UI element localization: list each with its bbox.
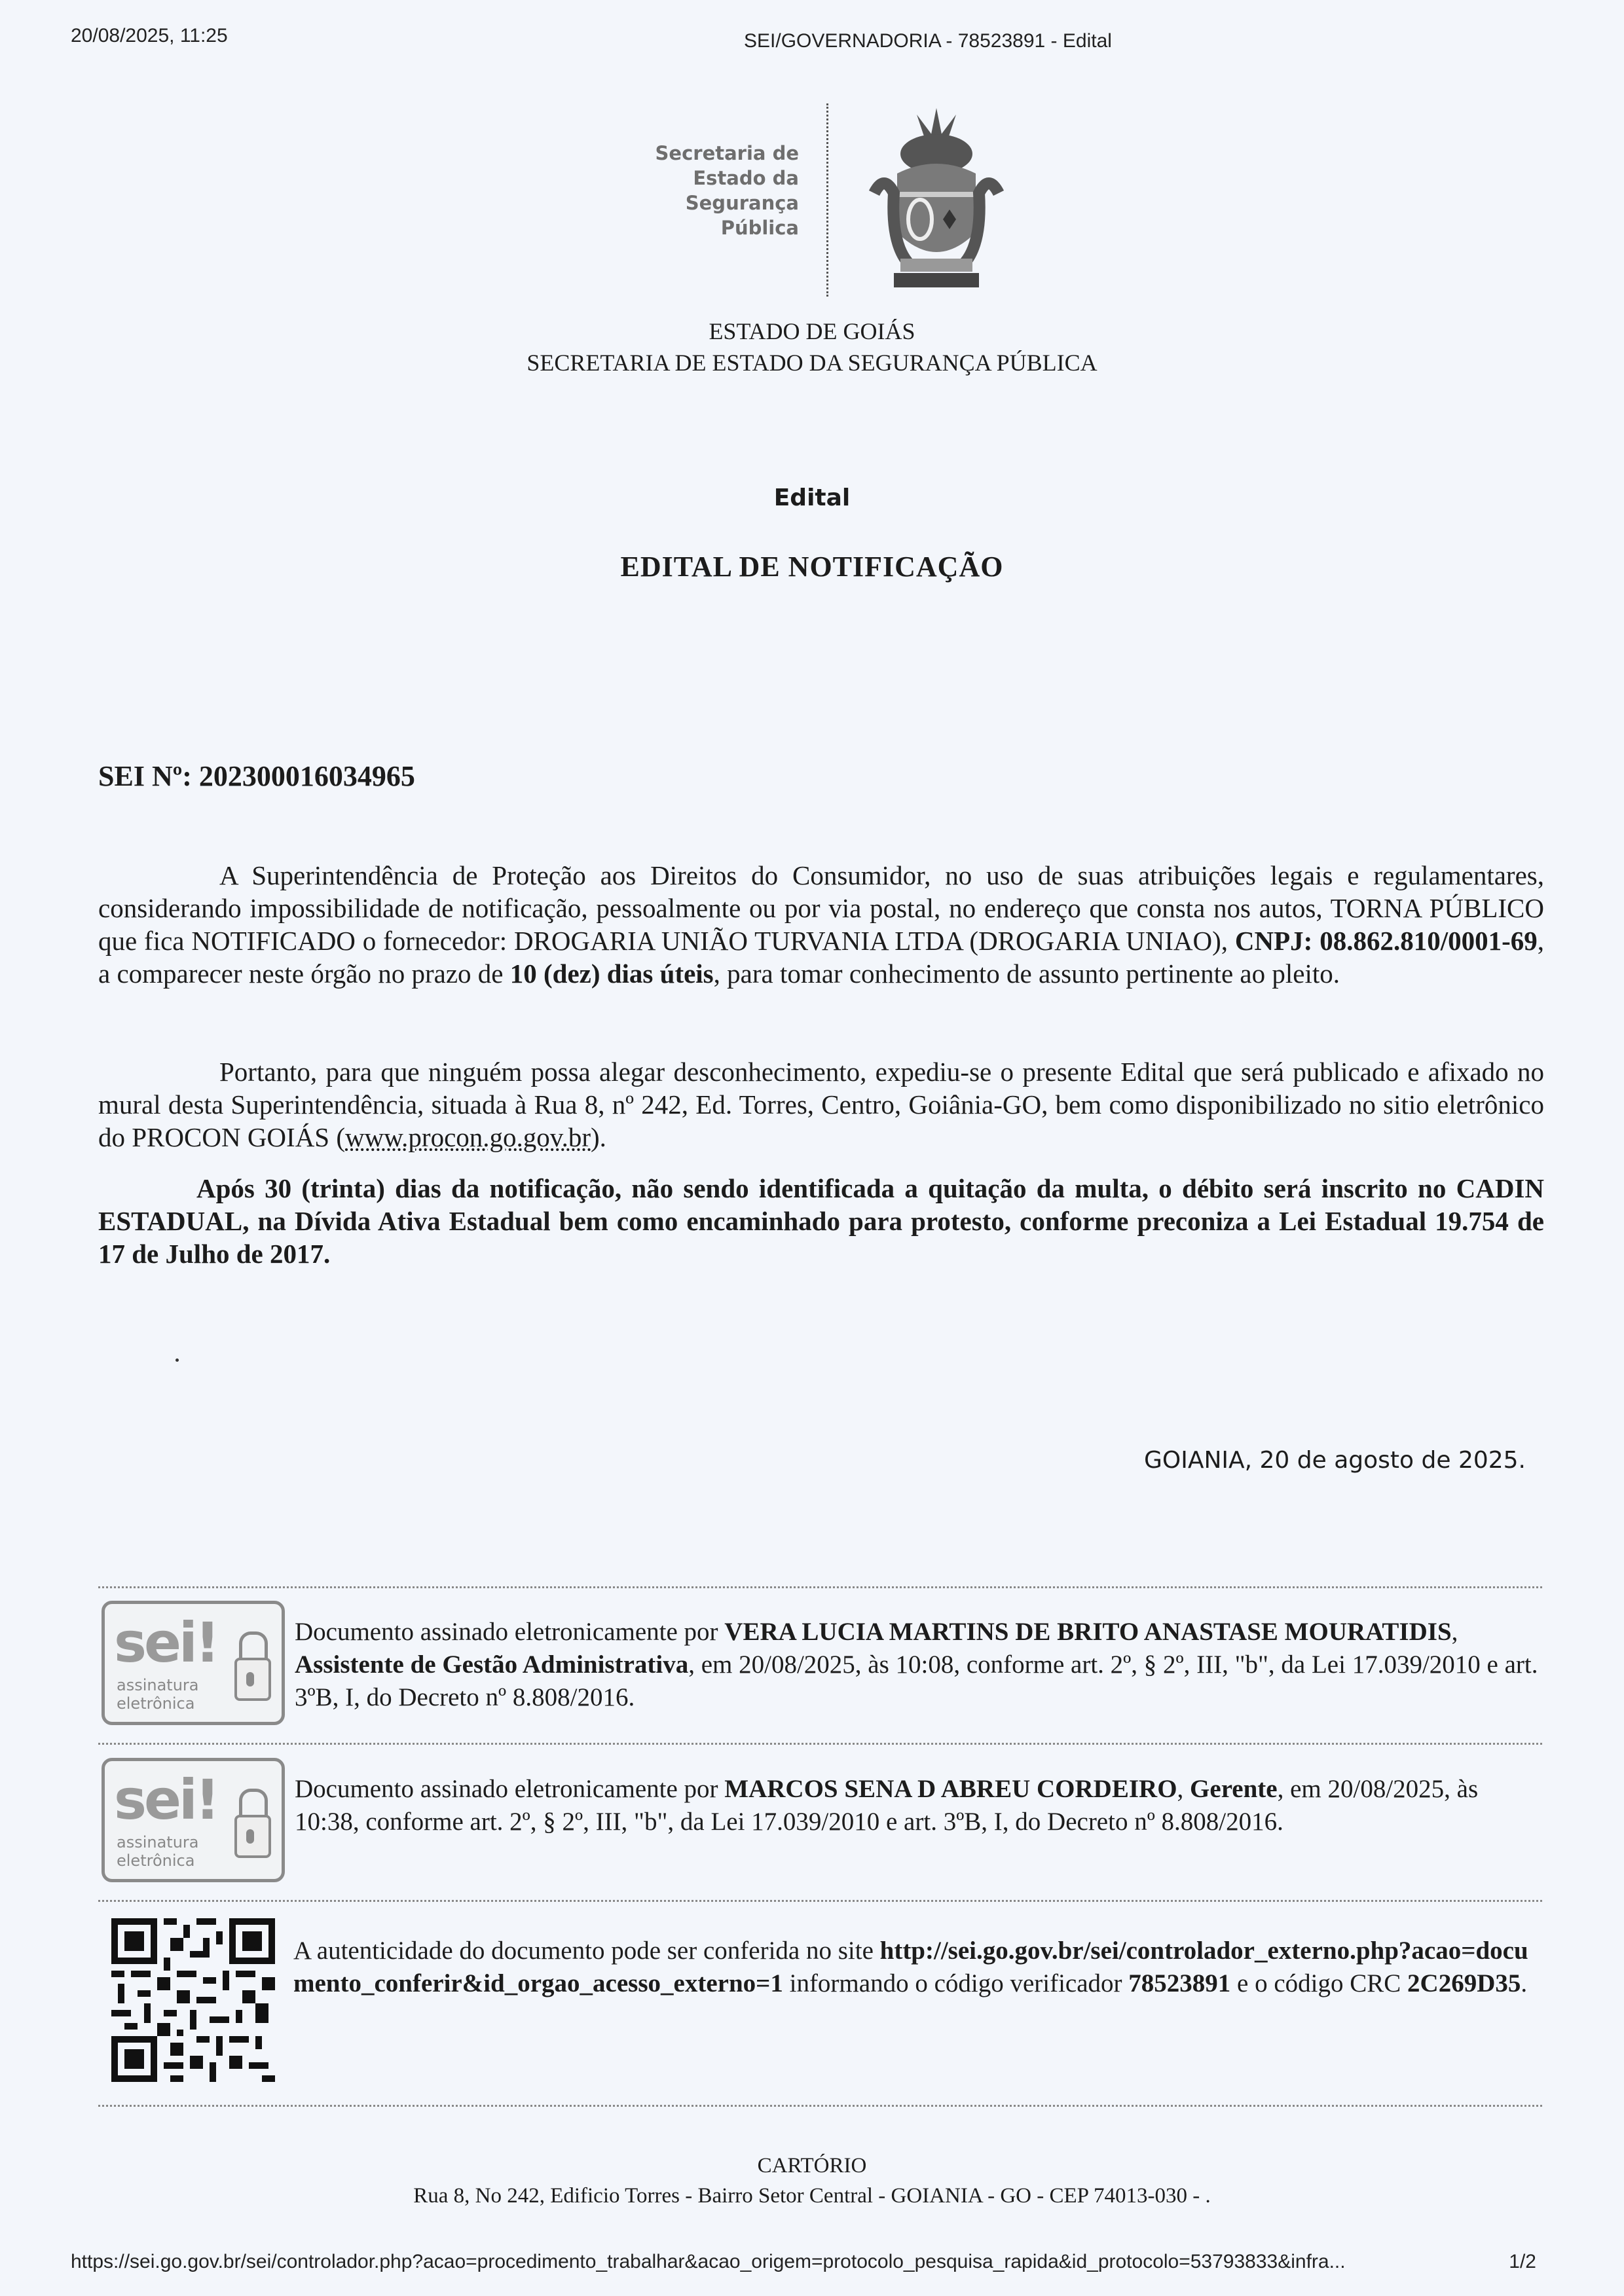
sei-logo: sei! xyxy=(114,1768,218,1832)
cnpj: CNPJ: 08.862.810/0001-69 xyxy=(1234,926,1538,956)
secretariat-logo-text xyxy=(602,141,799,240)
office-address: Rua 8, No 242, Edificio Torres - Bairro Setor Central - GOIANIA - GO - CEP 74013-030 - . xyxy=(413,2184,1211,2208)
deadline: 10 (dez) dias úteis xyxy=(509,958,714,989)
stray-dot xyxy=(175,1358,179,1362)
sig-sep: , xyxy=(1451,1618,1458,1646)
logo-line: Secretaria de xyxy=(655,142,799,164)
sig-sep: , xyxy=(1177,1775,1190,1803)
signature-text xyxy=(295,1773,1542,1838)
p2-text: Portanto, para que ninguém possa alegar desconhecimento, expediu-se o presente Edital que será publicado e afixado no mural desta Superintendência, situada à Rua 8, nº 242, Ed. Torres, Centro, Goiânia-GO, bem como disponibilizado no sitio eletrônico do PROCON GOIÁS ( xyxy=(98,1057,1544,1152)
paragraph-publication xyxy=(98,1055,1544,1154)
p1-text: , a comparecer neste órgão no prazo de xyxy=(98,926,1544,989)
sei-process-number: SEI Nº: 202300016034965 xyxy=(98,760,415,792)
divider xyxy=(98,1743,1542,1745)
logo-line: Pública xyxy=(720,217,799,239)
print-title: SEI/GOVERNADORIA - 78523891 - Edital xyxy=(744,30,1112,52)
logo-line: Segurança xyxy=(685,192,799,214)
place-date: GOIANIA, 20 de agosto de 2025. xyxy=(1143,1447,1526,1474)
logo-line: Estado da xyxy=(693,167,799,189)
lock-keyhole xyxy=(246,1672,254,1686)
print-url: https://sei.go.gov.br/sei/controlador.php?acao=procedimento_trabalhar&acao_origem=protocolo_pesquisa_rapida&id_protocolo=53793833&infra... xyxy=(71,2251,1346,2272)
page-number: 1/2 xyxy=(1509,2251,1536,2272)
procon-link[interactable]: www.procon.go.gov.br xyxy=(345,1122,591,1152)
divider xyxy=(98,1586,1542,1588)
p2-text: ). xyxy=(591,1122,606,1152)
logo-divider xyxy=(826,103,828,297)
paragraph-notification xyxy=(98,859,1544,990)
badge-line: assinatura xyxy=(117,1676,199,1694)
office-name: CARTÓRIO xyxy=(757,2154,867,2178)
auth-intro: A autenticidade do documento pode ser conferida no site xyxy=(293,1937,880,1965)
p1-text: A Superintendência de Proteção aos Direitos do Consumidor, no uso de suas atribuições legais e regulamentares, considerando impossibilidade de notificação, pessoalmente ou por via postal, no endereço que consta nos autos, TORNA PÚBLICO que fica NOTIFICADO o fornecedor: DROGARIA UNIÃO TURVANIA LTDA (DROGARIA UNIAO), xyxy=(98,860,1544,956)
print-timestamp: 20/08/2025, 11:25 xyxy=(71,25,228,46)
crc-code: 2C269D35 xyxy=(1407,1969,1521,1997)
sig-prefix: Documento assinado eletronicamente por xyxy=(295,1775,725,1803)
p1-text: , para tomar conhecimento de assunto pertinente ao pleito. xyxy=(713,958,1340,989)
verifier-code: 78523891 xyxy=(1128,1969,1231,1997)
badge-line: assinatura xyxy=(117,1833,199,1851)
signer-name: VERA LUCIA MARTINS DE BRITO ANASTASE MOURATIDIS xyxy=(724,1618,1452,1646)
signer-role: Assistente de Gestão Administrativa xyxy=(295,1650,689,1679)
sig-prefix: Documento assinado eletronicamente por xyxy=(295,1618,725,1646)
state-name: ESTADO DE GOIÁS xyxy=(709,318,915,344)
document-title: EDITAL DE NOTIFICAÇÃO xyxy=(620,551,1004,583)
paragraph-penalty: Após 30 (trinta) dias da notificação, não sendo identificada a quitação da multa, o débito será inscrito no CADIN ESTADUAL, na Dívida Ativa Estadual bem como encaminhado para protesto, conforme preconiza a Lei Estadual 19.754 de 17 de Julho de 2017. xyxy=(98,1173,1544,1269)
crc-label: e o código CRC xyxy=(1230,1969,1408,1997)
office-footer xyxy=(0,2151,1624,2211)
badge-line: eletrônica xyxy=(117,1694,195,1713)
divider xyxy=(98,2105,1542,2107)
sig-suffix: , em 20/08/2025, às 10:08, conforme art. 2º, § 2º, III, "b", da Lei 17.039/2010 e art. 3ºB, I, do Decreto nº 8.808/2016. xyxy=(295,1650,1538,1711)
signature-text xyxy=(295,1616,1542,1714)
verification-url[interactable]: http://sei.go.gov.br/sei/controlador_externo.php?acao=documento_conferir&id_orgao_acesso_externo=1 xyxy=(293,1937,1528,1997)
qr-code-icon[interactable] xyxy=(111,1918,275,2082)
signer-name: MARCOS SENA D ABREU CORDEIRO xyxy=(724,1775,1177,1803)
government-header xyxy=(0,316,1624,378)
authenticity-notice xyxy=(293,1935,1541,2000)
auth-mid: informando o código verificador xyxy=(783,1969,1129,1997)
document-type: Edital xyxy=(773,484,851,511)
signer-role: Gerente xyxy=(1190,1775,1278,1803)
sei-signature-badge xyxy=(101,1758,285,1882)
goias-coat-of-arms-icon xyxy=(845,95,1028,298)
secretariat-name: SECRETARIA DE ESTADO DA SEGURANÇA PÚBLICA xyxy=(526,350,1098,376)
sei-logo: sei! xyxy=(114,1611,218,1675)
lock-keyhole xyxy=(246,1829,254,1844)
badge-line: eletrônica xyxy=(117,1851,195,1870)
sig-suffix: , em 20/08/2025, às 10:38, conforme art. 2º, § 2º, III, "b", da Lei 17.039/2010 e art. 3ºB, I, do Decreto nº 8.808/2016. xyxy=(295,1775,1479,1836)
sei-signature-badge xyxy=(101,1601,285,1725)
auth-end: . xyxy=(1521,1969,1528,1997)
divider xyxy=(98,1900,1542,1902)
